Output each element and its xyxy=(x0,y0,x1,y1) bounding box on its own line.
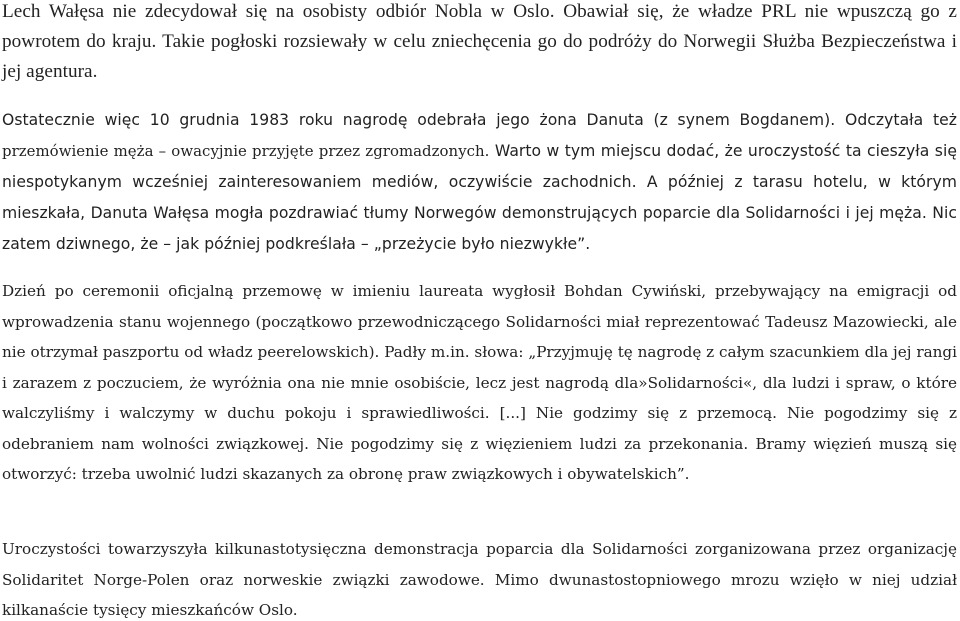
paragraph-danuta-ceremony-rest: Warto w tym miejscu dodać, że uroczystość ta cieszyła się niespotykanym wcześniej zainteresowaniem mediów, oczywiście zachodnich. A później z tarasu hotelu, w którym mieszkała, Danuta Wałęsa mogła pozdrawiać tłumy Norwegów demonstrujących poparcie dla Solidarności i jej męża. Nic zatem dziwnego, że – jak później podkreślała – „przeżycie było niezwykłe”. xyxy=(2,142,957,253)
paragraph-danuta-ceremony-lead: Ostatecznie więc 10 grudnia 1983 roku nagrodę odebrała jego żona Danuta (z synem Bogdanem). Odczytała też xyxy=(2,111,957,129)
paragraph-oslo-demonstration: Uroczystości towarzyszyła kilkunastotysięczna demonstracja poparcia dla Solidarności zorganizowana przez organizację Solidaritet Norge-Polen oraz norweskie związki zawodowe. Mimo dwunastostopniowego mrozu wzięło w niej udział kilkanaście tysięcy mieszkańców Oslo. xyxy=(2,540,957,619)
paragraph-danuta-ceremony xyxy=(2,105,957,260)
paragraph-danuta-ceremony-speech: przemówienie męża – owacyjnie przyjęte przez zgromadzonych. xyxy=(2,142,490,160)
paragraph-nobel-absence: Lech Wałęsa nie zdecydował się na osobisty odbiór Nobla w Oslo. Obawiał się, że władze PRL nie wpuszczą go z powrotem do kraju. Takie pogłoski rozsiewały w celu zniechęcenia go do podróży do Norwegii Służba Bezpieczeństwa i jej agentura. xyxy=(2,1,957,82)
paragraph-cywinski-speech: Dzień po ceremonii oficjalną przemowę w imieniu laureata wygłosił Bohdan Cywiński, przebywający na emigracji od wprowadzenia stanu wojennego (początkowo przewodniczącego Solidarności miał reprezentować Tadeusz Mazowiecki, ale nie otrzymał paszportu od władz peerelowskich). Padły m.in. słowa: „Przyjmuję tę nagrodę z całym szacunkiem dla jej rangi i zarazem z poczuciem, że wyróżnia ona nie mnie osobiście, lecz jest nagrodą dla»Solidarności«, dla ludzi i spraw, o które walczyliśmy i walczymy w duchu pokoju i sprawiedliwości. [...] Nie godzimy się z przemocą. Nie pogodzimy się z odebraniem nam wolności związkowej. Nie pogodzimy się z więzieniem ludzi za przekonania. Bramy więzień muszą się otworzyć: trzeba uwolnić ludzi skazanych za obronę praw związkowych i obywatelskich”. xyxy=(2,282,957,483)
